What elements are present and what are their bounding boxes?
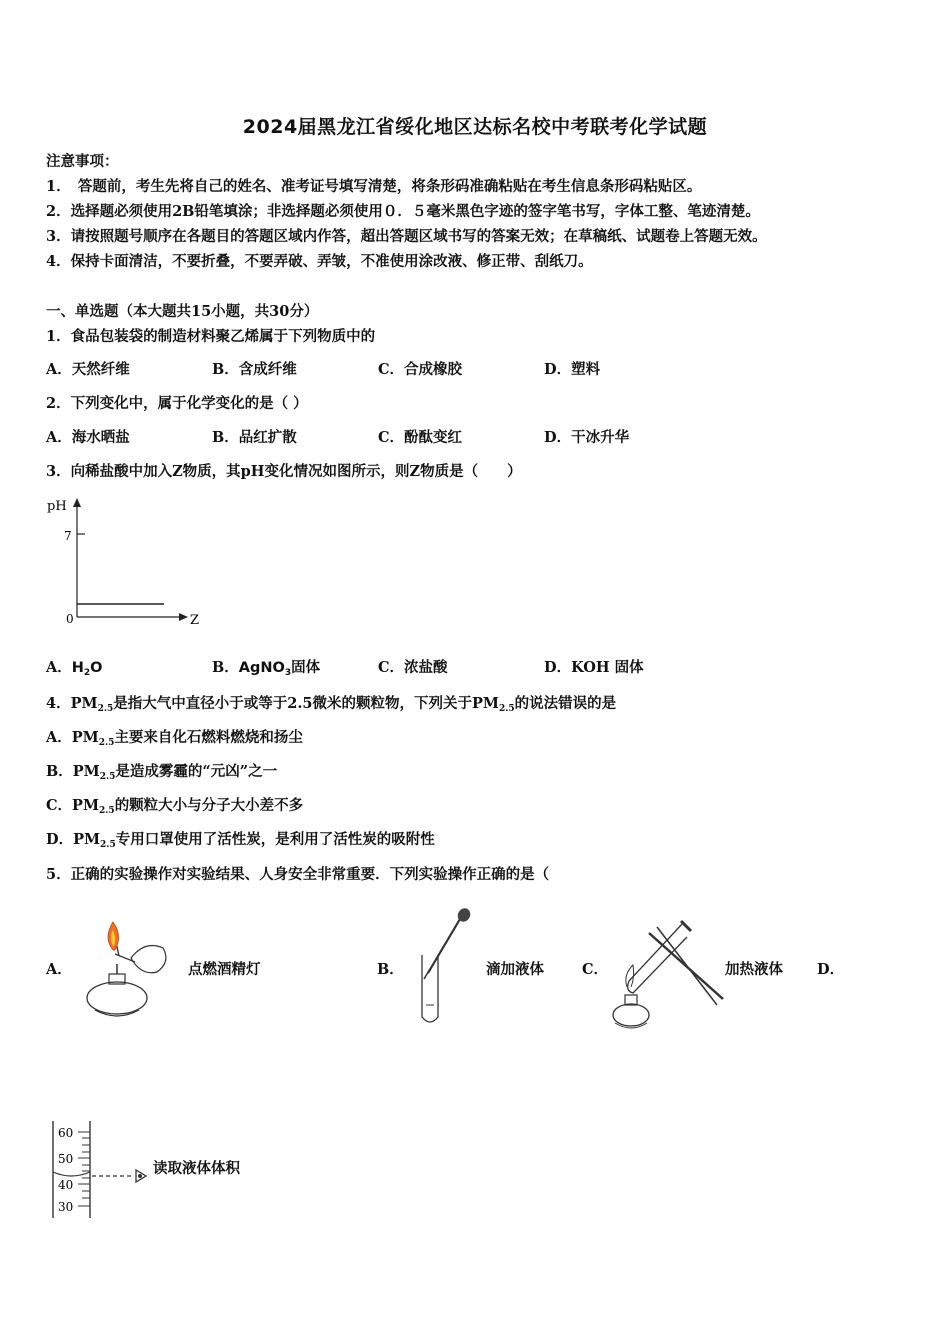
notice-heading: 注意事项： xyxy=(46,153,119,170)
graduated-cylinder-illustration xyxy=(40,1118,155,1223)
notice-item: 4．保持卡面清洁，不要折叠，不要弄破、弄皱，不准使用涂改液、修正带、刮纸刀。 xyxy=(46,253,593,270)
pm-subscript: 2.5 xyxy=(98,738,115,748)
q4-option-b[interactable] xyxy=(46,762,277,787)
heating-test-tube-illustration xyxy=(605,915,730,1035)
cylinder-tick-30: 30 xyxy=(58,1200,74,1214)
option-text: 主要来自化石燃料燃烧和扬尘 xyxy=(114,729,303,746)
option-text: 是造成雾霾的“元凶”之一 xyxy=(115,763,278,780)
dropper-test-tube-illustration xyxy=(410,905,480,1030)
q5-option-b-label: 滴加液体 xyxy=(486,961,544,978)
q4-option-c[interactable] xyxy=(46,796,303,821)
pm-text: PM xyxy=(70,695,98,712)
q2-option-a[interactable]: A．海水晒盐 xyxy=(46,429,130,446)
stem-text: 的说法错误的是 xyxy=(514,695,617,712)
q4-option-a[interactable] xyxy=(46,728,303,753)
notice-item: 2．选择题必须使用2B铅笔填涂；非选择题必须使用０．５毫米黑色字迹的签字笔书写，字体工整、笔迹清楚。 xyxy=(46,203,760,220)
q1-option-b[interactable]: B．含成纤维 xyxy=(212,361,297,378)
pm-text: PM xyxy=(72,763,100,780)
formula-subscript: 3 xyxy=(284,668,292,678)
q4-option-d[interactable] xyxy=(46,830,435,855)
question-3-stem: 3．向稀盐酸中加入Z物质，其pH变化情况如图所示，则Z物质是（ ） xyxy=(46,463,522,480)
q3-option-a[interactable] xyxy=(46,658,103,683)
q5-option-d-label: 读取液体体积 xyxy=(153,1160,240,1177)
pm-subscript: 2.5 xyxy=(498,704,515,714)
origin-label: 0 xyxy=(66,612,74,626)
option-letter: B． xyxy=(212,659,239,676)
option-text: 专用口罩使用了活性炭，是利用了活性炭的吸附性 xyxy=(115,831,435,848)
q2-option-c[interactable]: C．酚酞变红 xyxy=(378,429,463,446)
ph-graph xyxy=(40,492,215,632)
pm-subscript: 2.5 xyxy=(99,772,116,782)
q5-option-a[interactable]: A． xyxy=(46,961,72,978)
ph-tick-7: 7 xyxy=(64,529,72,543)
pm-text: PM xyxy=(471,695,499,712)
question-1-stem: 1．食品包装袋的制造材料聚乙烯属于下列物质中的 xyxy=(46,328,376,345)
cylinder-tick-60: 60 xyxy=(58,1126,74,1140)
notice-item: 3．请按照题号顺序在各题目的答题区域内作答，超出答题区域书写的答案无效；在草稿纸、试题卷上答题无效。 xyxy=(46,228,767,245)
cylinder-tick-40: 40 xyxy=(58,1178,74,1192)
formula-text: AgNO xyxy=(238,660,285,676)
q1-option-a[interactable]: A．天然纤维 xyxy=(46,361,130,378)
question-4-stem xyxy=(46,694,616,719)
q5-option-d[interactable]: D． xyxy=(817,961,845,978)
x-axis-arrow xyxy=(179,613,188,621)
notice-item: 1． 答题前，考生先将自己的姓名、准考证号填写清楚，将条形码准确粘贴在考生信息条形码粘贴区。 xyxy=(46,178,702,195)
ph-axis-label: pH xyxy=(47,499,67,514)
pm-subscript: 2.5 xyxy=(97,704,114,714)
option-letter: A． xyxy=(46,659,72,676)
q2-option-d[interactable]: D．干冰升华 xyxy=(544,429,630,446)
pm-subscript: 2.5 xyxy=(100,840,116,850)
pm-text: PM xyxy=(71,729,99,746)
alcohol-lamp-lighting-illustration xyxy=(75,918,185,1030)
q1-option-c[interactable]: C．合成橡胶 xyxy=(378,361,463,378)
section-title: 一、单选题（本大题共15小题，共30分） xyxy=(46,303,319,320)
option-letter: B． xyxy=(46,763,73,780)
q-number: 4． xyxy=(46,695,71,712)
q3-option-b[interactable] xyxy=(212,658,320,683)
pm-text: PM xyxy=(72,797,100,814)
pm-text: PM xyxy=(73,831,101,848)
cylinder-tick-50: 50 xyxy=(58,1152,74,1166)
question-2-stem: 2．下列变化中，属于化学变化的是（ ） xyxy=(46,395,308,412)
option-letter: C． xyxy=(46,797,73,814)
option-text: 的颗粒大小与分子大小差不多 xyxy=(114,797,304,814)
page-title: 2024届黑龙江省绥化地区达标名校中考联考化学试题 xyxy=(242,116,708,138)
q3-option-c[interactable]: C．浓盐酸 xyxy=(378,659,448,676)
option-letter: A． xyxy=(46,729,72,746)
q3-option-d[interactable]: D．KOH 固体 xyxy=(544,659,644,676)
question-5-stem: 5．正确的实验操作对实验结果、人身安全非常重要．下列实验操作正确的是（ xyxy=(46,866,550,883)
q5-option-c[interactable]: C． xyxy=(582,961,609,978)
formula-text: 固体 xyxy=(291,659,321,676)
q1-option-d[interactable]: D．塑料 xyxy=(544,361,601,378)
pm-subscript: 2.5 xyxy=(99,806,115,816)
q5-option-b[interactable]: B． xyxy=(377,961,404,978)
formula-subscript: 2 xyxy=(83,668,91,678)
q2-option-b[interactable]: B．品红扩散 xyxy=(212,429,297,446)
y-axis-arrow xyxy=(73,498,81,507)
option-letter: D． xyxy=(46,831,74,848)
formula-text: H xyxy=(71,660,84,676)
q5-option-c-label: 加热液体 xyxy=(725,961,783,978)
stem-text: 是指大气中直径小于或等于2.5微米的颗粒物，下列关于 xyxy=(113,695,472,712)
z-axis-label: Z xyxy=(190,613,200,628)
q5-option-a-label: 点燃酒精灯 xyxy=(188,961,261,978)
formula-text: O xyxy=(90,660,103,676)
